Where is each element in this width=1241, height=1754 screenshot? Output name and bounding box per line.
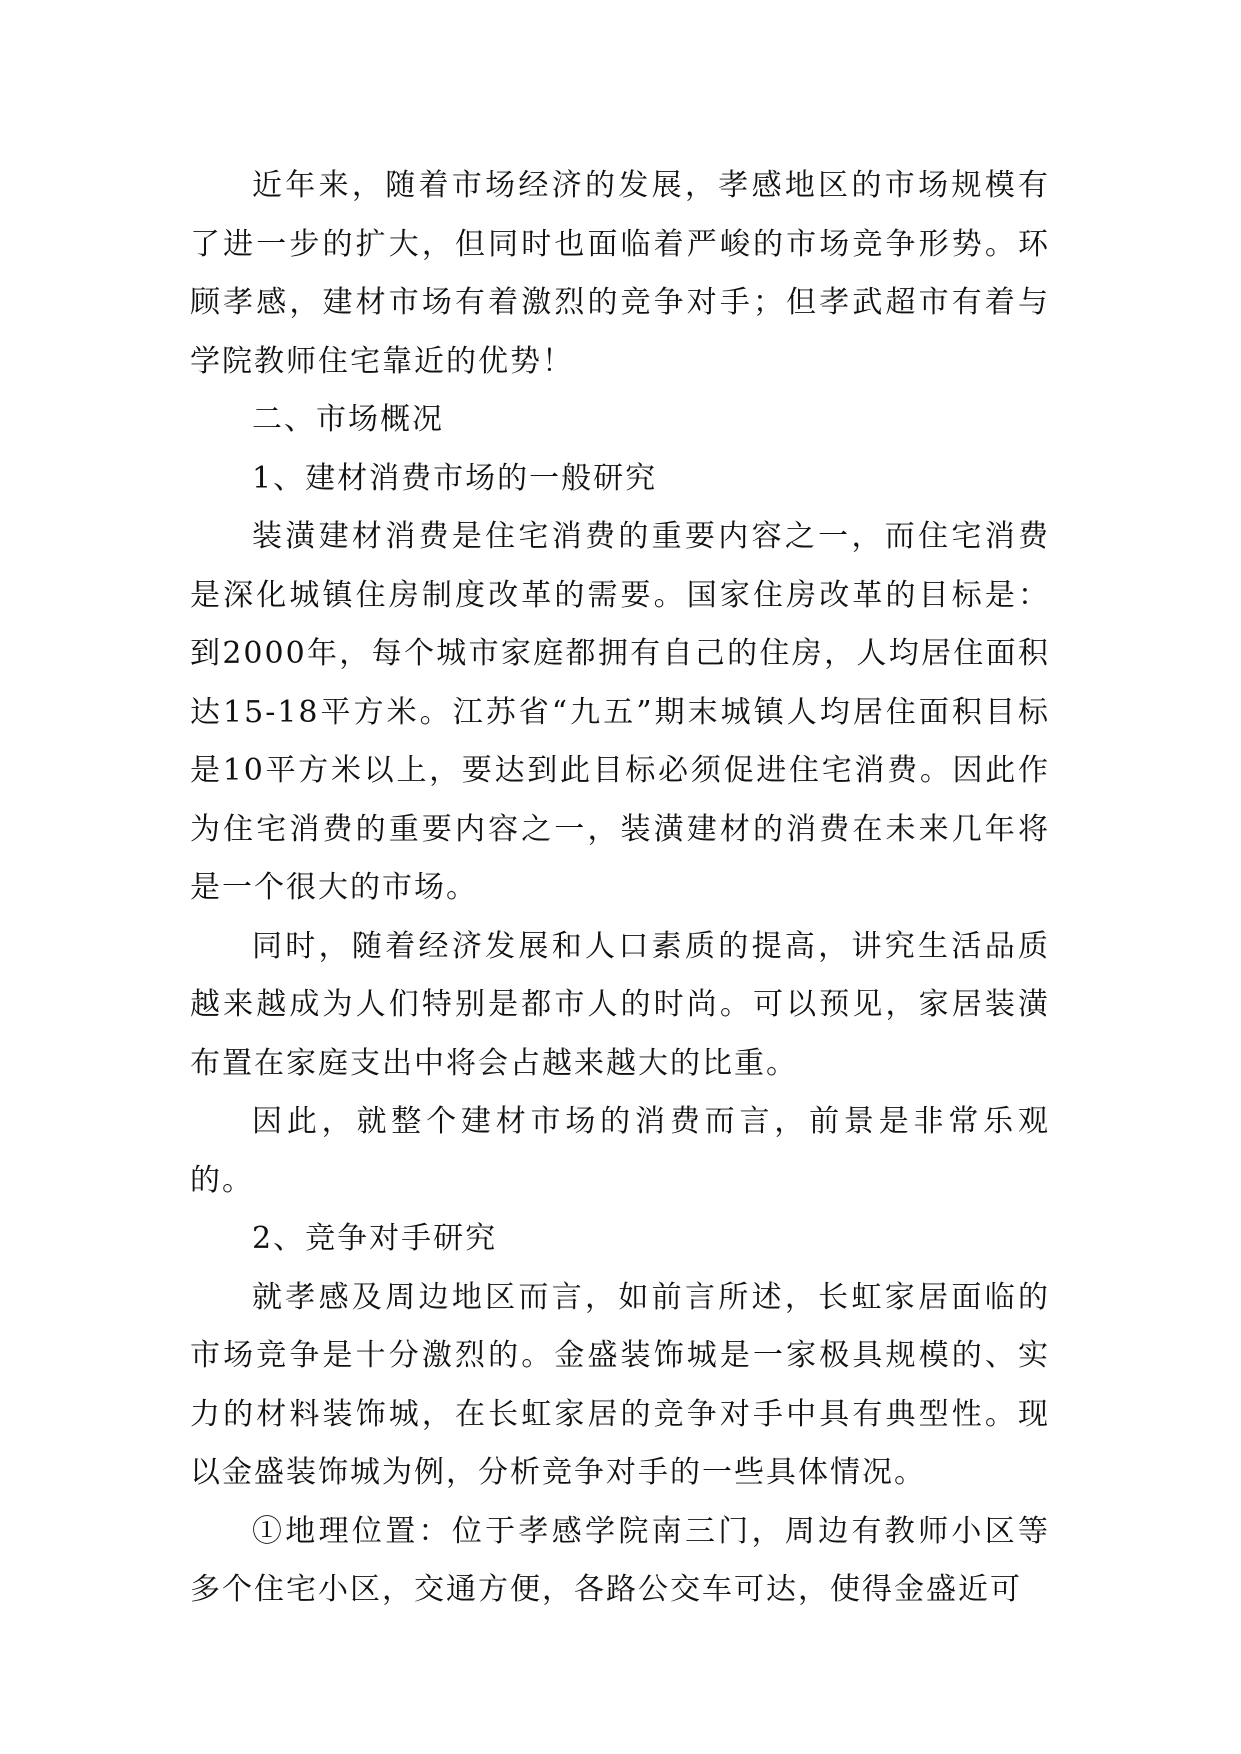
heading-market-overview: 二、市场概况 xyxy=(252,402,444,437)
paragraph-competition: 就孝感及周边地区而言，如前言所述，长虹家居面临的市场竞争是十分激烈的。金盛装饰城是一家极具规模的、实力的材料装饰城，在长虹家居的竞争对手中具有典型性。现以金盛装饰城为例，分析竞争对手的一些具体情况。 xyxy=(190,1279,1050,1490)
paragraph-outlook: 因此，就整个建材市场的消费而言，前景是非常乐观的。 xyxy=(190,1104,1050,1198)
subheading-competitor-research: 2、竞争对手研究 xyxy=(252,1221,498,1256)
document-body xyxy=(190,157,1050,1620)
subheading-consumer-market-research: 1、建材消费市场的一般研究 xyxy=(252,460,658,496)
paragraph-housing-consumption: 装潢建材消费是住宅消费的重要内容之一，而住宅消费是深化城镇住房制度改革的需要。国家住房改革的目标是：到2000年，每个城市家庭都拥有自己的住房，人均居住面积达15-18平方米。江苏省“九五”期末城镇人均居住面积目标是10平方米以上，要达到此目标必须促进住宅消费。因此作为住宅消费的重要内容之一，装潢建材的消费在未来几年将是一个很大的市场。 xyxy=(190,519,1050,905)
paragraph-intro: 近年来，随着市场经济的发展，孝感地区的市场规模有了进一步的扩大，但同时也面临着严峻的市场竞争形势。环顾孝感，建材市场有着激烈的竞争对手；但孝武超市有着与学院教师住宅靠近的优势！ xyxy=(190,168,1050,379)
paragraph-location: ①地理位置：位于孝感学院南三门，周边有教师小区等多个住宅小区，交通方便，各路公交车可达，使得金盛近可 xyxy=(190,1513,1050,1607)
paragraph-living-quality: 同时，随着经济发展和人口素质的提高，讲究生活品质越来越成为人们特别是都市人的时尚。可以预见，家居装潢布置在家庭支出中将会占越来越大的比重。 xyxy=(190,928,1050,1081)
